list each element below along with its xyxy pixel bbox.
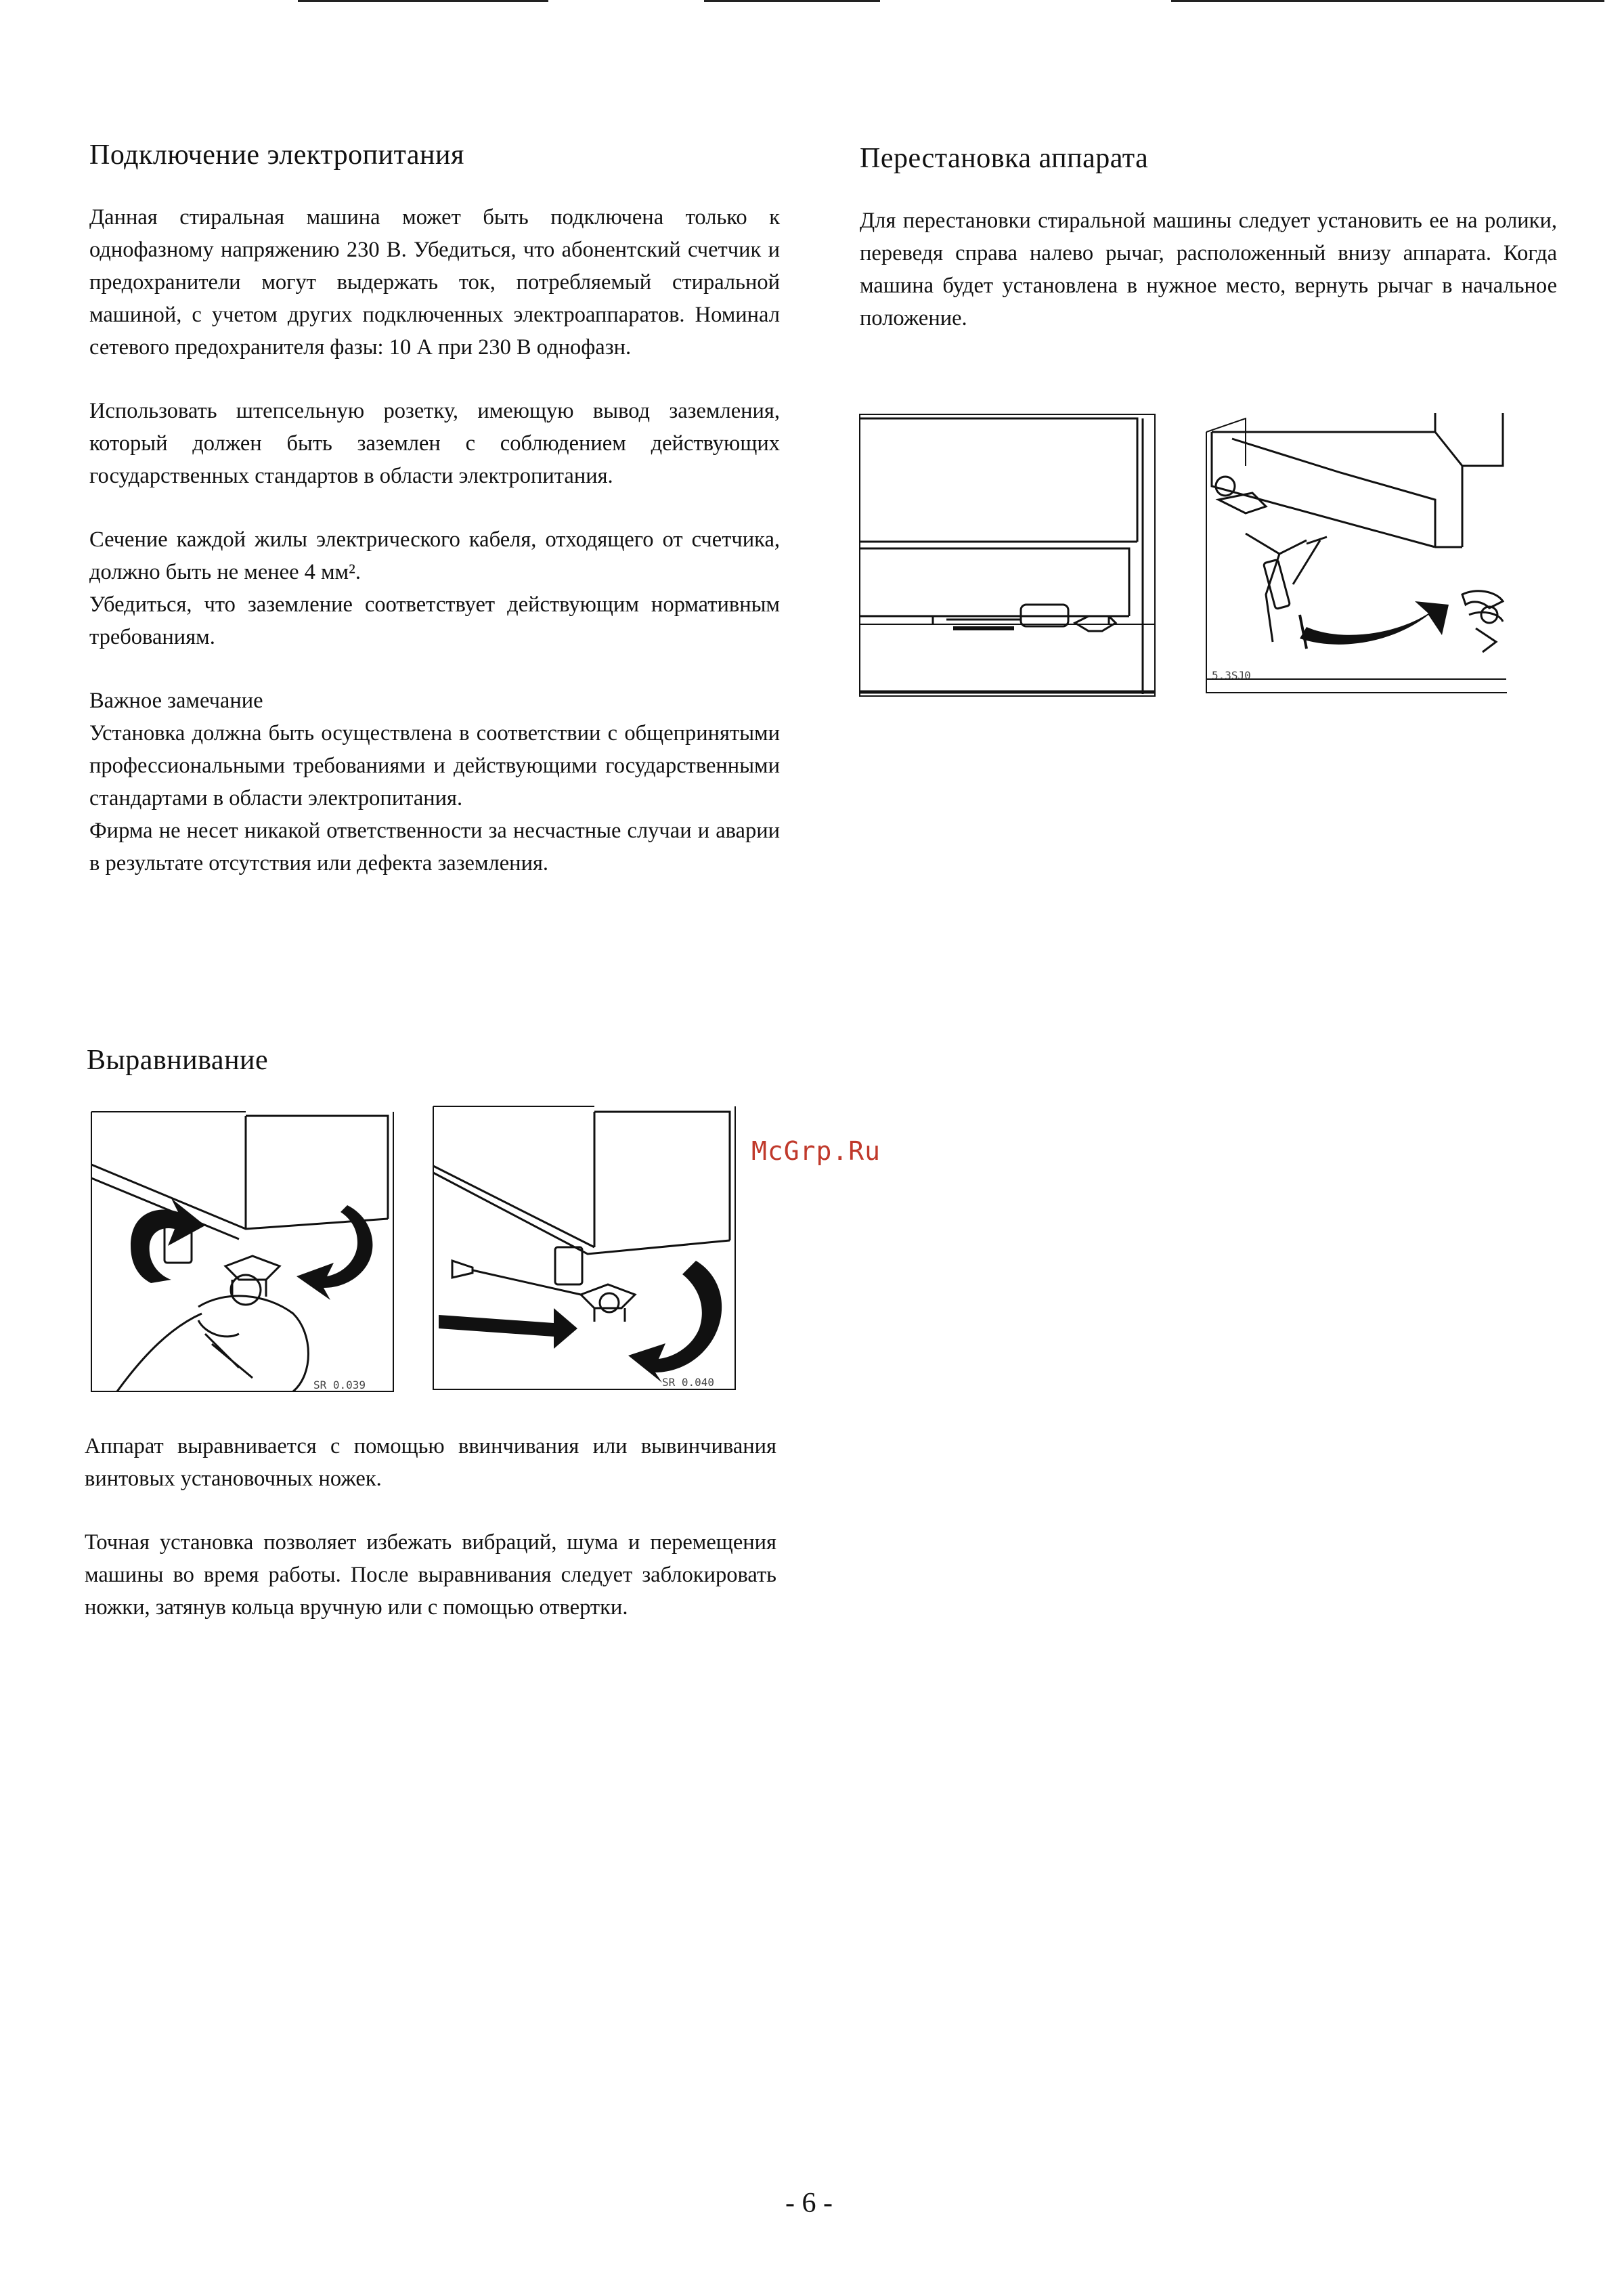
leveling-paragraph-2: Точная установка позволяет избежать вибраций, шума и перемещения машины во время работы. После выравнивания следует заблокировать ножки, затянув кольца вручную или с помощью отвертки.: [85, 1530, 776, 1620]
note-paragraph-2: Фирма не несет никакой ответственности за несчастные случаи и аварии в результате отсутствия или дефекта заземления.: [89, 819, 780, 875]
power-section: [89, 139, 780, 880]
power-paragraph-2: Использовать штепсельную розетку, имеющую вывод заземления, который должен быть заземлен с соблюдением действующих государственных стандартов в области электропитания.: [89, 399, 780, 488]
relocation-figure-machine: [858, 413, 1158, 697]
power-paragraph-4: Убедиться, что заземление соответствует действующим нормативным требованиям.: [89, 592, 780, 649]
note-paragraph-1: Установка должна быть осуществлена в соответствии с общепринятыми профессиональными требованиями и действующими государственными стандартами в области электропитания.: [89, 721, 780, 810]
watermark: McGrp.Ru: [751, 1136, 881, 1166]
relocation-section: [860, 142, 1557, 334]
leveling-figure-screwdriver: [432, 1105, 738, 1396]
leveling-section-title: [87, 1044, 777, 1106]
relocation-figure-tag: 5.3SJ0: [1212, 669, 1251, 682]
scan-edge-mark: [704, 0, 880, 2]
leveling-text: [85, 1430, 776, 1624]
relocation-title: Перестановка аппарата: [860, 143, 1149, 174]
leveling-figure-tag-right: SR 0.040: [662, 1376, 715, 1389]
power-paragraph-1: Данная стиральная машина может быть подключена только к однофазному напряжению 230 В. Убедиться, что абонентский счетчик и предохранители могут выдержать ток, потребляемый стиральной машиной, с учетом других подключенных электроаппаратов. Номинал сетевого предохранителя фазы: 10 А при 230 В однофазн.: [89, 205, 780, 360]
leveling-paragraph-1: Аппарат выравнивается с помощью ввинчивания или вывинчивания винтовых установочных ножек.: [85, 1434, 776, 1491]
relocation-paragraph-1: Для перестановки стиральной машины следует установить ее на ролики, переведя справа налево рычаг, расположенный внизу аппарата. Когда машина будет установлена в нужное место, вернуть рычаг в начальное положение.: [860, 209, 1557, 330]
scan-edge-mark: [1171, 0, 1604, 2]
leveling-title: Выравнивание: [87, 1045, 269, 1076]
leveling-figure-hand: [90, 1110, 395, 1395]
note-title: Важное замечание: [89, 689, 263, 713]
page-number: - 6 -: [785, 2188, 833, 2219]
leveling-figure-tag-left: SR 0.039: [313, 1379, 366, 1391]
scan-edge-mark: [298, 0, 548, 2]
power-title: Подключение электропитания: [89, 139, 464, 171]
relocation-figure-lever: [1205, 412, 1508, 696]
power-paragraph-3: Сечение каждой жилы электрического кабеля, отходящего от счетчика, должно быть не менее 4 мм².: [89, 527, 780, 584]
